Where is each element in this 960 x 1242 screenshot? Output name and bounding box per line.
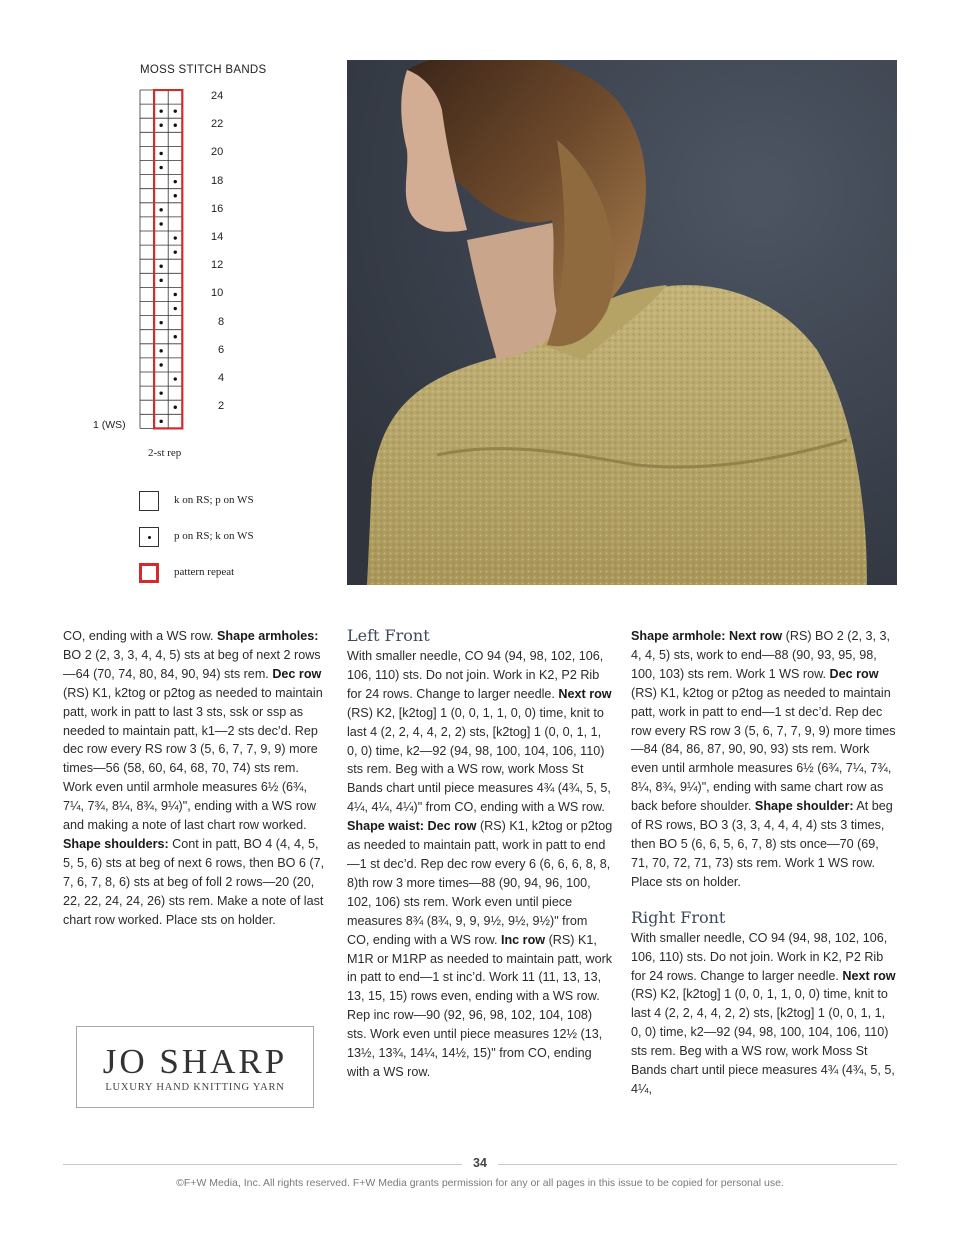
purl-dot [174,109,177,112]
purl-dot [159,349,162,352]
purl-dot [174,377,177,380]
dot-box-icon [139,527,159,547]
purl-dot [174,180,177,183]
purl-dot [159,152,162,155]
bold-term: Shape shoulders: [63,836,169,851]
left-front-paragraph [347,647,613,1082]
legend-text: pattern repeat [174,566,235,578]
purl-dot [159,265,162,268]
section-heading-right-front: Right Front [631,907,726,927]
purl-dot [159,222,162,225]
chart-row-number: 20 [211,146,224,159]
purl-dot [174,406,177,409]
instructions-column-2 [347,625,613,1082]
chart-title: MOSS STITCH BANDS [140,64,267,76]
legend-text: p on RS; k on WS [174,530,254,542]
purl-dot [159,166,162,169]
moss-stitch-chart [139,89,225,439]
bold-term: Inc row [500,932,546,947]
text-run: Cont in patt, BO 4 (4, 4, 5, 5, 5, 6) sts at beg of next 6 rows, then BO 6 (7, 7, 6, 7, 8, 6) sts at beg of foll 2 rows—20 (20, 22, 22, 24, 24, 26) sts rem. Make a note of last chart row worked. Place sts on holder. [63,836,325,927]
section-heading-left-front: Left Front [347,626,430,645]
chart-row-number: 16 [211,202,224,215]
bold-term: Shape armholes: [216,629,319,643]
text-run: (RS) K1, k2tog or p2tog as needed to maintain patt, work in patt to last 3 sts, ssk or ssp as needed to maintain patt, k1—2 sts dec’d. Rep dec row every RS row 3 (5, 6, 7, 7, 9, 9) more times—56 (58, 60, 64, 68, 70, 74) sts rem. Work even until armhole measures 6½ (6¾, 7¼, 7¾, 8¼, 8¾, 9¼)", ending with a WS row and making a note of last chart row worked. [63,685,323,833]
copyright-notice: ©F+W Media, Inc. All rights reserved. F+W Media grants permission for any or all pages in this issue to be copied for personal use. [176,1177,784,1189]
chart-row-number: 22 [211,118,224,131]
text-run: With smaller needle, CO 94 (94, 98, 102, 106, 106, 110) sts. Do not join. Work in K2, P2 Rib for 24 rows. Change to larger needle. [347,649,604,701]
bold-term: Shape waist: Dec row [347,819,477,834]
purl-dot [174,293,177,296]
purl-dot [159,124,162,127]
purl-dot [159,279,162,282]
text-run: With smaller needle, CO 94 (94, 98, 102, 106, 106, 110) sts. Do not join. Work in K2, P2 Rib for 24 rows. Change to larger needle. [631,930,888,983]
purl-dot [174,194,177,197]
text-run: BO 2 (2, 3, 3, 4, 4, 5) sts at beg of next 2 rows—64 (70, 74, 80, 84, 90, 94) sts rem. [63,647,321,681]
jo-sharp-logo [76,1026,314,1108]
right-front-paragraph [631,929,899,1099]
chart-repeat-label: 2-st rep [148,447,182,459]
legend-text: k on RS; p on WS [174,494,254,506]
purl-dot [174,250,177,253]
bold-term: Next row [842,968,896,983]
instructions-column-1 [63,627,329,930]
logo-tagline: LUXURY HAND KNITTING YARN [105,1082,285,1093]
bold-term: Shape shoulder: [754,799,854,814]
chart-row-number: 10 [211,287,224,300]
chart-row-number: 4 [218,372,225,385]
text-run: (RS) K1, k2tog or p2tog as needed to maintain patt, work in patt to end—1 st dec’d. Rep dec row every RS row 3 (5, 6, 7, 7, 9, 9) more times—84 (84, 86, 87, 90, 90, 93) sts rem. Work even until armhole measures 6½ (6¾, 7¼, 7¾, 8¼, 8¾, 9¼)", ending with same chart row as back before shoulder. [631,685,896,814]
model-sweater-photo [347,60,897,585]
text-run: CO, ending with a WS row. [63,629,217,643]
purl-dot [159,208,162,211]
purl-dot [174,335,177,338]
purl-dot [174,307,177,310]
chart-row-number: 12 [211,259,224,272]
text-run: (RS) K1, k2tog or p2tog as needed to maintain patt, work in patt to end—1 st dec’d. Rep dec row every 6 (6, 6, 6, 8, 8, 8)th row 3 more times—88 (90, 94, 96, 100, 102, 106) sts rem. Work even until piece measures 8¾ (8¾, 9, 9, 9½, 9½, 9½)" from CO, ending with a WS row. [347,819,613,947]
purl-dot [159,363,162,366]
chart-row-label-ws: 1 (WS) [93,419,126,431]
chart-row-number: 2 [218,400,225,413]
text-run: At beg of RS rows, BO 3 (3, 3, 4, 4, 4, 4) sts 3 times, then BO 5 (6, 6, 5, 6, 7, 8) sts once—70 (69, 71, 70, 72, 71, 73) sts rem. Work 1 WS row. Place sts on holder. [631,799,893,889]
bold-term: Dec row [829,666,879,681]
photo-illustration [347,60,897,585]
bold-term: Dec row [272,666,322,681]
chart-row-number: 18 [211,174,224,187]
bold-term: Shape armhole: Next row [631,629,783,643]
instructions-column-3 [631,627,899,1099]
text-run: (RS) K2, [k2tog] 1 (0, 0, 1, 1, 0, 0) time, knit to last 4 (2, 2, 4, 4, 2, 2) sts, [k2tog] 1 (0, 0, 1, 1, 0, 0) time, k2—92 (94, 98, 100, 104, 106, 110) sts rem. Beg with a WS row, work Moss St Bands chart until piece measures 4¾ (4¾, 5, 5, 4¼, [631,987,895,1096]
purl-dot [159,391,162,394]
chart-row-number: 24 [211,90,224,103]
purl-dot [159,321,162,324]
chart-row-number: 8 [218,315,225,328]
left-front-armhole-paragraph [631,627,899,892]
purl-dot [174,124,177,127]
text-run: (RS) K2, [k2tog] 1 (0, 0, 1, 1, 0, 0) time, knit to last 4 (2, 2, 4, 4, 2, 2) sts, [k2tog] 1 (0, 0, 1, 1, 0, 0) time, k2—92 (94, 98, 100, 104, 106, 110) sts rem. Beg with a WS row, work Moss St Bands chart until piece measures 4¾ (4¾, 5, 5, 4¼, 4¼, 4¼)" from CO, ending with a WS row. [347,705,611,815]
chart-row-number: 6 [218,343,225,356]
empty-box-icon [139,491,159,511]
back-armhole-shoulder-paragraph [63,627,329,930]
text-run: (RS) K1, M1R or M1RP as needed to maintain patt, work in patt to end—1 st inc’d. Work 11 (11, 13, 13, 13, 15, 15) rows even, ending with a WS row. Rep inc row—90 (92, 96, 98, 102, 104, 108) sts. Work even until piece measures 12½ (13, 13½, 13¾, 14¼, 14½, 15)" from CO, ending with a WS row. [347,932,613,1079]
text-run: (RS) BO 2 (2, 3, 3, 4, 4, 5) sts, work to end—88 (90, 93, 95, 98, 100, 103) sts rem. Work 1 WS row. [631,629,890,681]
chart-row-number: 14 [211,231,224,244]
chart-grid [139,89,209,434]
purl-dot [159,109,162,112]
purl-dot [174,236,177,239]
purl-dot [159,420,162,423]
red-box-icon [139,563,159,583]
logo-name: JO SHARP [102,1042,288,1081]
bold-term: Next row [558,686,612,701]
page-number: 34 [473,1156,487,1170]
